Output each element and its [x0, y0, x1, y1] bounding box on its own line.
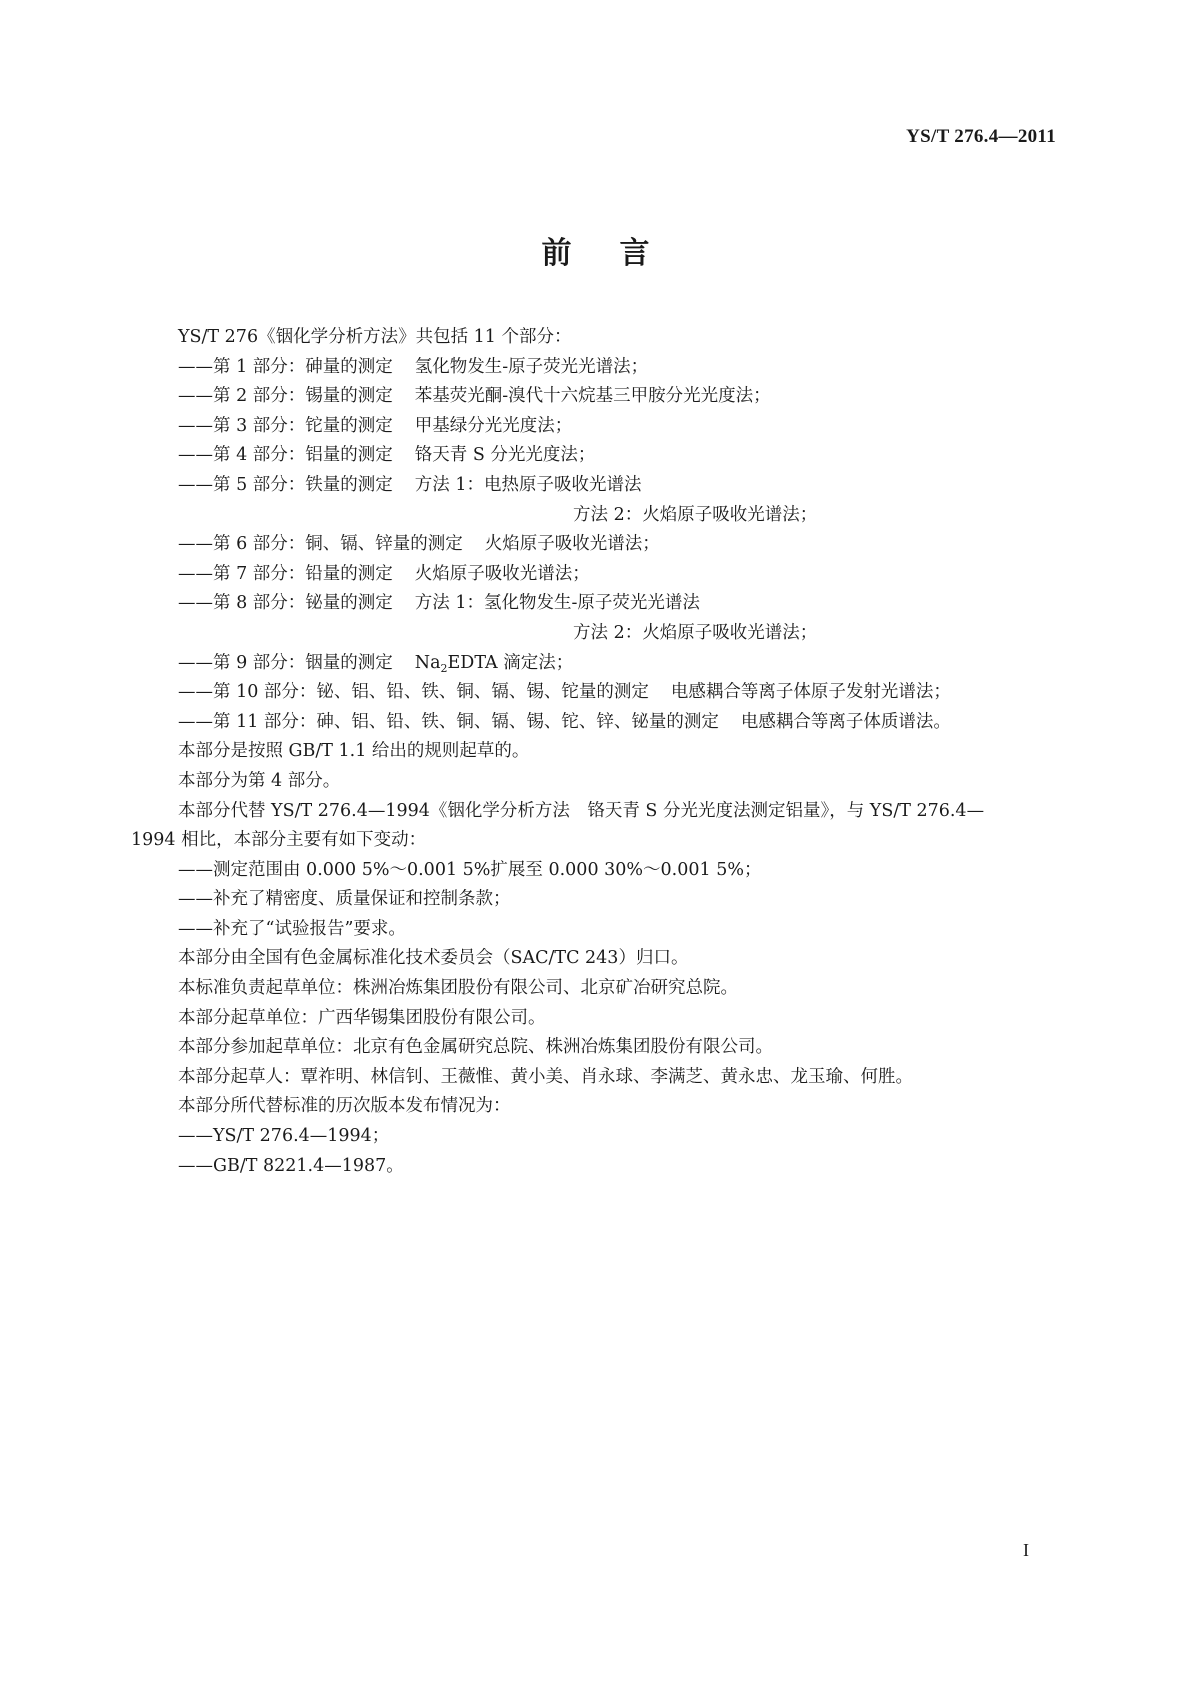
replace-paragraph-line-1: 本部分代替 YS/T 276.4—1994《铟化学分析方法 铬天青 S 分光光度法测定铝量》，与 YS/T 276.4—	[178, 800, 985, 821]
change-item-1: ——测定范围由 0.000 5%～0.001 5%扩展至 0.000 30%～0.001 5%；	[178, 859, 762, 880]
change-item-3: ——补充了“试验报告”要求。	[178, 918, 406, 939]
part-label: ——第 10 部分：铋、铝、铅、铁、铜、镉、锡、铊量的测定	[178, 682, 649, 703]
replace-paragraph-line-2: 1994 相比，本部分主要有如下变动：	[131, 830, 427, 851]
part-item-9	[131, 649, 1061, 679]
part-method: 电感耦合等离子体质谱法。	[740, 711, 951, 732]
part-label: ——第 9 部分：铟量的测定	[178, 652, 393, 673]
org-paragraph-5: 本部分起草人：覃祚明、林信钊、王薇惟、黄小美、肖永球、李满芝、黄永忠、龙玉瑜、何胜。	[178, 1066, 913, 1087]
part-item-10	[131, 678, 1061, 708]
part-label: ——第 2 部分：锡量的测定	[178, 386, 393, 407]
part-label: ——第 4 部分：铝量的测定	[178, 445, 393, 466]
formula-rest: EDTA 滴定法；	[447, 652, 574, 673]
page-number: I	[1023, 1540, 1029, 1560]
part-method: 火焰原子吸收光谱法；	[414, 563, 590, 584]
part-item-8	[131, 589, 1061, 619]
standard-code: YS/T 276.4—2011	[906, 126, 1056, 147]
part-method: 方法 2：火焰原子吸收光谱法；	[573, 622, 818, 643]
part-method: 方法 2：火焰原子吸收光谱法；	[573, 504, 818, 525]
part-label: ——第 7 部分：铅量的测定	[178, 563, 393, 584]
org-paragraph-6: 本部分所代替标准的历次版本发布情况为：	[178, 1096, 511, 1117]
part-method: 甲基绿分光光度法；	[414, 415, 573, 436]
change-item-2: ——补充了精密度、质量保证和控制条款；	[178, 889, 511, 910]
formula-na: Na	[414, 652, 441, 673]
part-item-4	[131, 441, 1061, 471]
part-item-6	[131, 530, 1061, 560]
history-item-1: ——YS/T 276.4—1994；	[178, 1126, 390, 1147]
part-label: ——第 5 部分：铁量的测定	[178, 474, 393, 495]
part-method: 方法 1：氢化物发生-原子荧光光谱法	[414, 593, 700, 614]
part-item-5-method-2	[131, 501, 1061, 531]
part-method: 氢化物发生-原子荧光光谱法；	[414, 356, 649, 377]
org-paragraph-1: 本部分由全国有色金属标准化技术委员会（SAC/TC 243）归口。	[178, 948, 689, 969]
part-method: 苯基荧光酮-溴代十六烷基三甲胺分光光度法；	[414, 386, 771, 407]
intro-paragraph: YS/T 276《铟化学分析方法》共包括 11 个部分：	[178, 327, 572, 347]
rule-paragraph: 本部分是按照 GB/T 1.1 给出的规则起草的。	[178, 741, 530, 762]
org-paragraph-3: 本部分起草单位：广西华锡集团股份有限公司。	[178, 1007, 546, 1028]
part-method: 铬天青 S 分光光度法；	[414, 445, 596, 466]
formula-subscript: 2	[440, 661, 448, 675]
org-paragraph-2: 本标准负责起草单位：株洲冶炼集团股份有限公司、北京矿冶研究总院。	[178, 978, 738, 999]
part-label: ——第 3 部分：铊量的测定	[178, 415, 393, 436]
part-label: ——第 11 部分：砷、铝、铅、铁、铜、镉、锡、铊、锌、铋量的测定	[178, 711, 719, 732]
foreword-body	[131, 323, 1061, 1181]
part-item-11	[131, 708, 1061, 738]
part-number-paragraph: 本部分为第 4 部分。	[178, 770, 341, 791]
part-item-2	[131, 382, 1061, 412]
part-method	[415, 653, 573, 673]
part-label: ——第 1 部分：砷量的测定	[178, 356, 393, 377]
part-item-1	[131, 353, 1061, 383]
part-method: 方法 1：电热原子吸收光谱法	[414, 474, 642, 495]
org-paragraph-4: 本部分参加起草单位：北京有色金属研究总院、株洲冶炼集团股份有限公司。	[178, 1037, 773, 1058]
part-item-8-method-2	[131, 619, 1061, 649]
part-label: ——第 8 部分：铋量的测定	[178, 593, 393, 614]
page-title: 前言	[541, 236, 698, 271]
part-method: 火焰原子吸收光谱法；	[484, 534, 660, 555]
part-item-5	[131, 471, 1061, 501]
part-item-7	[131, 560, 1061, 590]
part-item-3	[131, 412, 1061, 442]
part-label: ——第 6 部分：铜、镉、锌量的测定	[178, 534, 463, 555]
history-item-2: ——GB/T 8221.4—1987。	[178, 1155, 404, 1176]
part-method: 电感耦合等离子体原子发射光谱法；	[670, 682, 951, 703]
